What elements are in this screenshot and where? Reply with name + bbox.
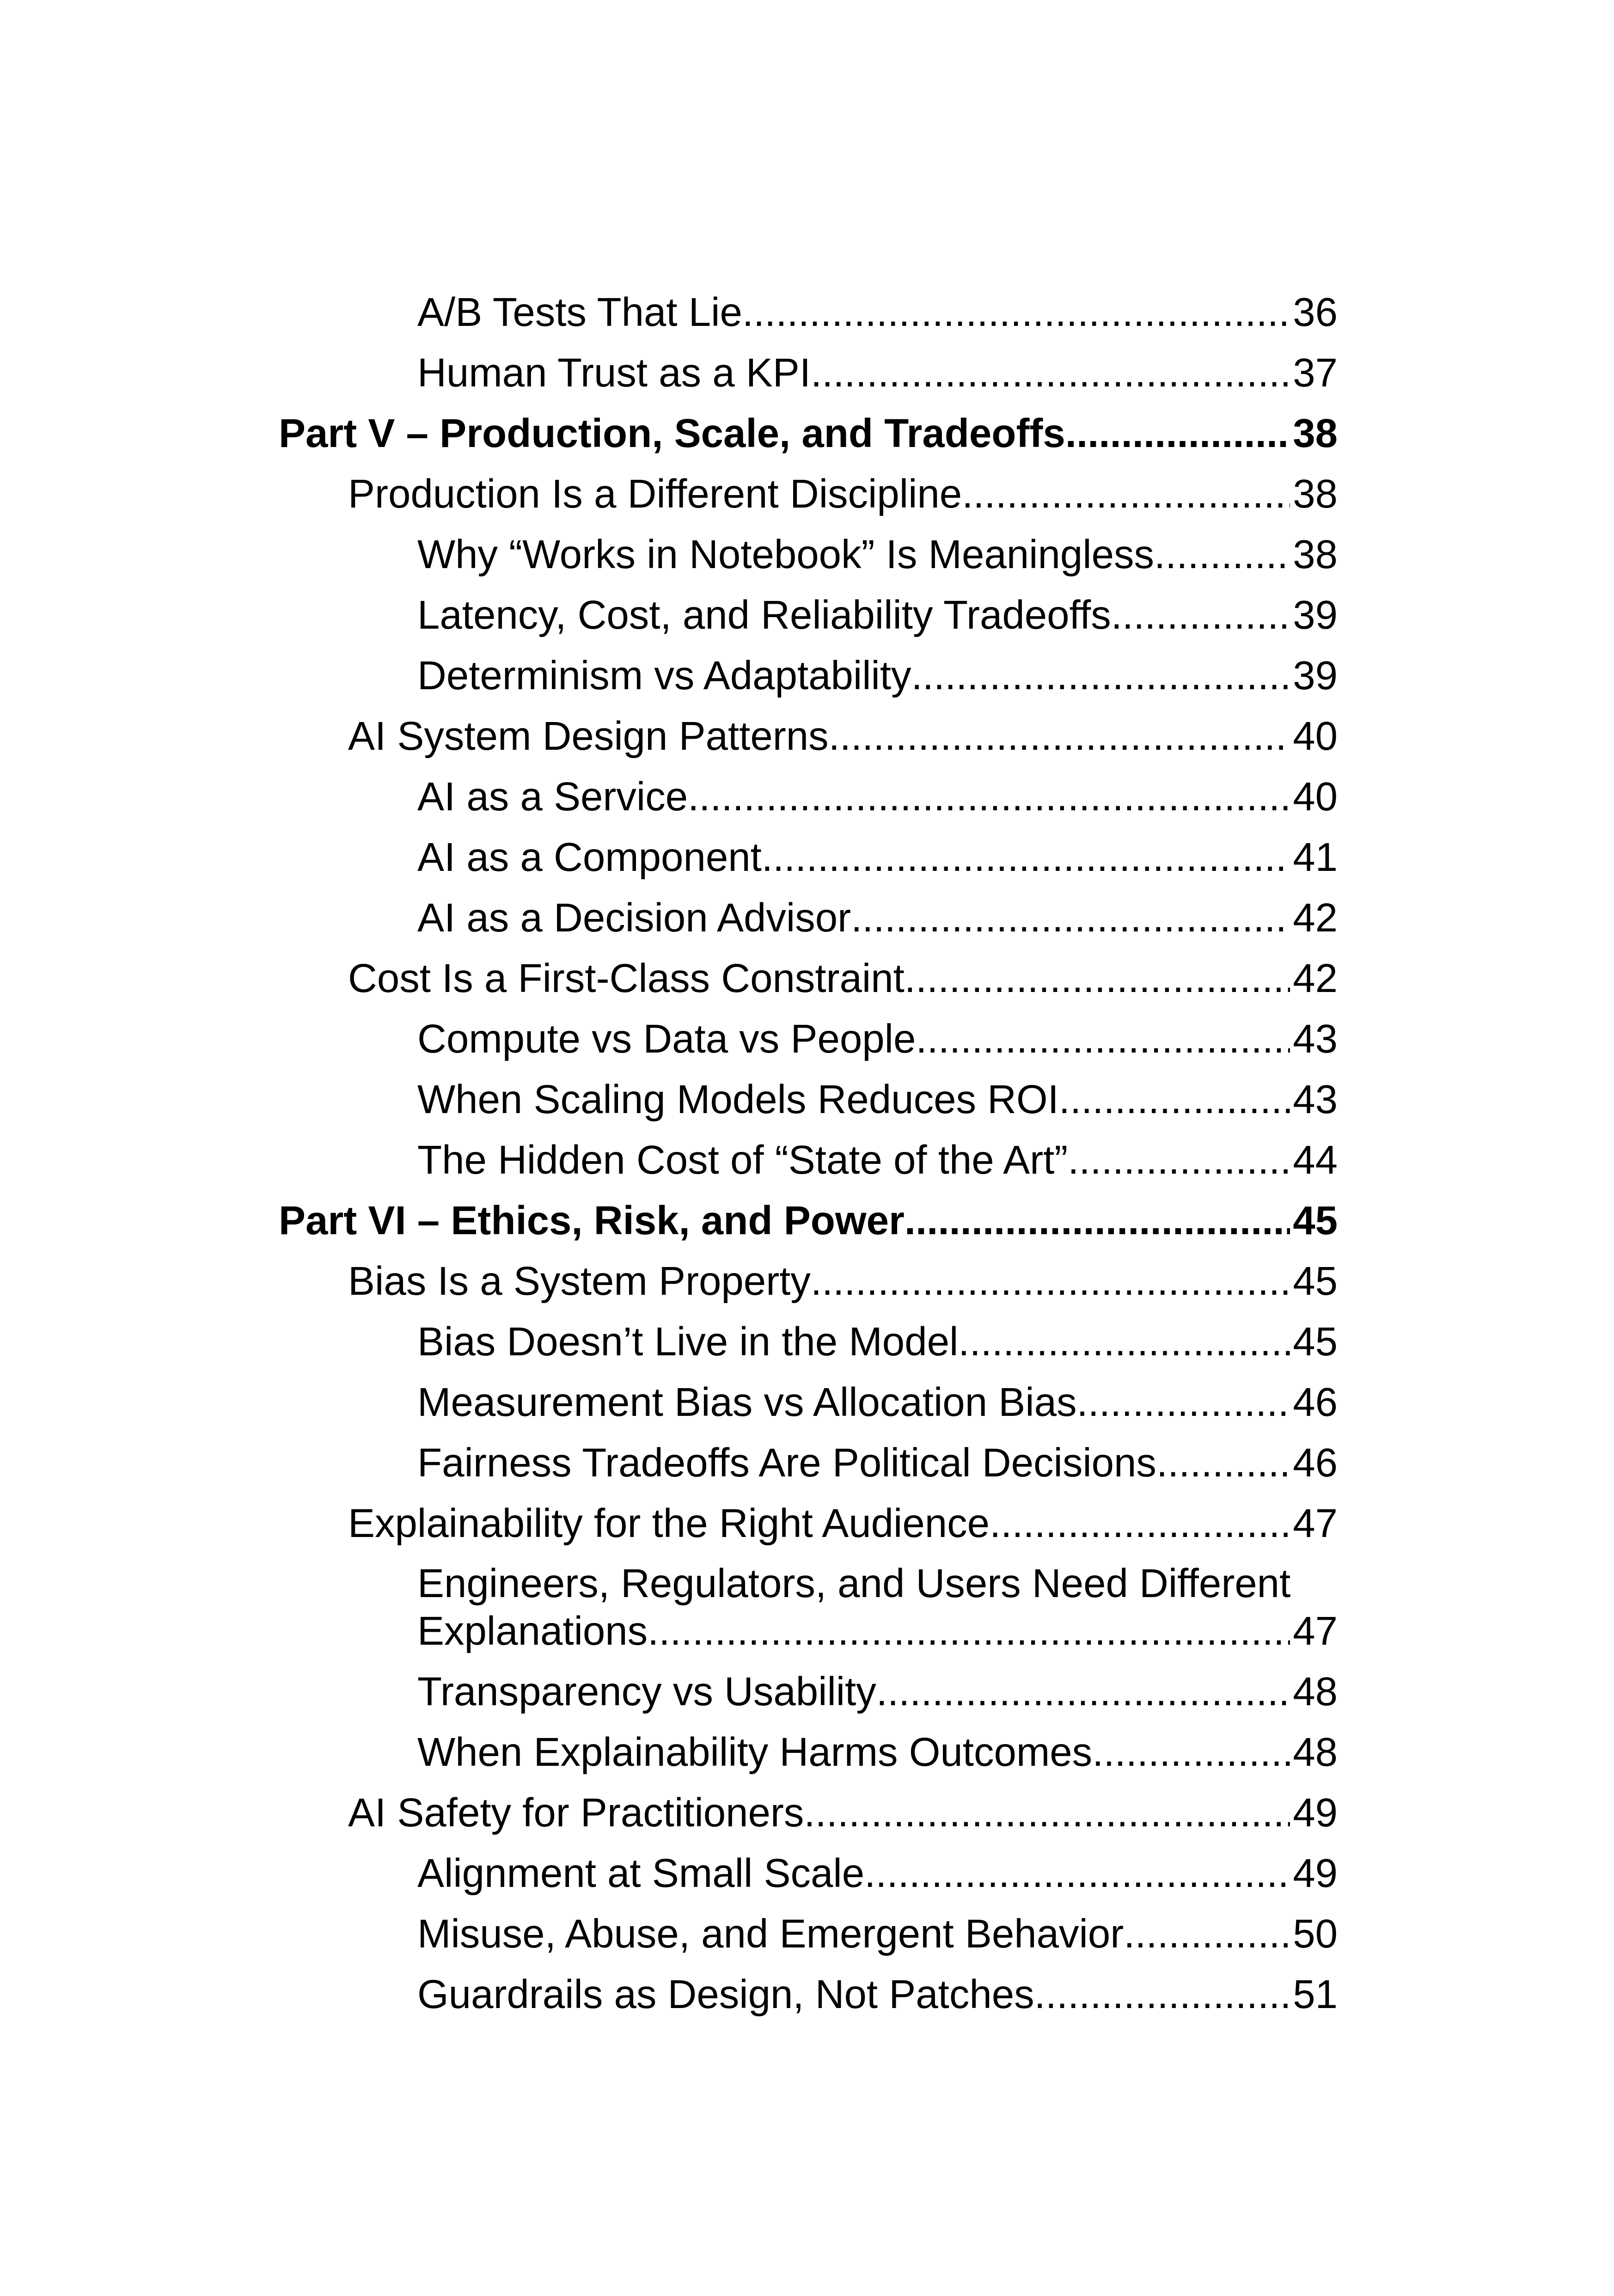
toc-entry-page: 48 <box>1293 1730 1338 1775</box>
dot-leader <box>1154 532 1290 578</box>
toc-entry <box>0 1314 1614 1374</box>
toc-entry-page: 45 <box>1293 1198 1338 1243</box>
toc-chapter <box>0 1495 1614 1556</box>
toc-entry-page: 45 <box>1293 1259 1338 1304</box>
toc-entry <box>0 345 1614 405</box>
toc-entry-page: 49 <box>1293 1790 1338 1835</box>
dot-leader <box>811 350 1290 396</box>
toc-entry-title: Fairness Tradeoffs Are Political Decisions <box>417 1440 1156 1485</box>
toc-entry-title: Guardrails as Design, Not Patches <box>417 1972 1034 2017</box>
dot-leader <box>804 1790 1290 1836</box>
toc-entry-page: 38 <box>1293 411 1338 456</box>
toc-entry-title: The Hidden Cost of “State of the Art” <box>417 1138 1068 1182</box>
toc-entry <box>0 1435 1614 1495</box>
toc-entry <box>0 1011 1614 1071</box>
toc-entry-title: Human Trust as a KPI <box>417 350 811 395</box>
toc-entry <box>0 1071 1614 1132</box>
toc-chapter <box>0 466 1614 527</box>
dot-leader <box>1111 592 1290 638</box>
dot-leader <box>1065 410 1290 457</box>
toc-entry-page: 49 <box>1293 1851 1338 1896</box>
dot-leader <box>864 1850 1290 1897</box>
toc-entry-title: Part VI – Ethics, Risk, and Power <box>279 1198 905 1243</box>
toc-entry <box>0 1845 1614 1906</box>
dot-leader <box>916 1016 1290 1062</box>
toc-part-heading <box>0 1193 1614 1253</box>
toc-entry-page: 44 <box>1293 1138 1338 1182</box>
dot-leader <box>829 713 1290 759</box>
dot-leader <box>990 1500 1290 1547</box>
toc-entry <box>0 1132 1614 1193</box>
toc-entry-title: Transparency vs Usability <box>417 1669 876 1714</box>
toc-entry-page: 48 <box>1293 1669 1338 1714</box>
toc-entry <box>0 527 1614 587</box>
dot-leader <box>911 653 1290 699</box>
toc-entry-page: 47 <box>1293 1609 1338 1653</box>
toc-entry <box>0 829 1614 890</box>
toc-entry-page: 39 <box>1293 653 1338 698</box>
toc-entry-title: When Scaling Models Reduces ROI <box>417 1077 1059 1122</box>
toc-entry-title: Latency, Cost, and Reliability Tradeoffs <box>417 593 1111 637</box>
toc-entry-page: 36 <box>1293 290 1338 335</box>
toc-entry-title: A/B Tests That Lie <box>417 290 742 335</box>
toc-entry-page: 46 <box>1293 1440 1338 1485</box>
toc-entry-title: Part V – Production, Scale, and Tradeoffs <box>279 411 1065 456</box>
toc-part-heading <box>0 405 1614 466</box>
toc-chapter <box>0 708 1614 769</box>
toc-entry-page: 43 <box>1293 1077 1338 1122</box>
dot-leader <box>1124 1911 1290 1957</box>
toc-entry-title: Misuse, Abuse, and Emergent Behavior <box>417 1911 1124 1956</box>
toc-entry <box>0 890 1614 950</box>
toc-entry-title: When Explainability Harms Outcomes <box>417 1730 1093 1775</box>
toc-entry <box>0 1664 1614 1724</box>
dot-leader <box>905 955 1290 1002</box>
toc-entry-page: 38 <box>1293 532 1338 577</box>
toc-entry-multiline <box>0 1556 1614 1664</box>
toc-entry-title: Determinism vs Adaptability <box>417 653 911 698</box>
toc-entry <box>0 1906 1614 1966</box>
toc-chapter <box>0 1785 1614 1845</box>
dot-leader <box>1034 1971 1290 2018</box>
toc-entry-page: 40 <box>1293 774 1338 819</box>
dot-leader <box>811 1258 1290 1304</box>
table-of-contents <box>0 284 1614 2027</box>
toc-entry-title: AI as a Component <box>417 835 762 880</box>
toc-entry-title: Compute vs Data vs People <box>417 1016 916 1061</box>
toc-entry-title: Why “Works in Notebook” Is Meaningless <box>417 532 1154 577</box>
toc-entry-page: 42 <box>1293 956 1338 1001</box>
dot-leader <box>1156 1440 1290 1486</box>
toc-entry-title: Explainability for the Right Audience <box>348 1501 990 1546</box>
dot-leader <box>762 834 1290 881</box>
dot-leader <box>1077 1379 1290 1426</box>
toc-entry-page: 46 <box>1293 1380 1338 1425</box>
toc-entry-page: 42 <box>1293 895 1338 940</box>
toc-entry-page: 39 <box>1293 593 1338 637</box>
toc-entry-page: 37 <box>1293 350 1338 395</box>
dot-leader <box>1059 1077 1290 1123</box>
toc-entry <box>0 284 1614 345</box>
toc-entry-title: AI as a Decision Advisor <box>417 895 851 940</box>
toc-entry <box>0 648 1614 708</box>
toc-entry <box>0 587 1614 648</box>
dot-leader <box>962 471 1290 517</box>
dot-leader <box>876 1669 1290 1715</box>
toc-entry-page: 51 <box>1293 1972 1338 2017</box>
toc-entry <box>0 769 1614 829</box>
dot-leader <box>958 1319 1290 1365</box>
dot-leader <box>851 895 1290 941</box>
toc-entry-title: Measurement Bias vs Allocation Bias <box>417 1380 1077 1425</box>
toc-entry <box>0 1724 1614 1785</box>
toc-entry-page: 45 <box>1293 1319 1338 1364</box>
toc-entry-page: 38 <box>1293 471 1338 516</box>
toc-entry-title-continued: Explanations <box>417 1609 648 1653</box>
dot-leader <box>905 1198 1290 1244</box>
toc-entry-title: Cost Is a First-Class Constraint <box>348 956 905 1001</box>
toc-entry-title: AI as a Service <box>417 774 688 819</box>
toc-entry-title: AI System Design Patterns <box>348 714 829 759</box>
dot-leader <box>648 1608 1290 1654</box>
dot-leader <box>1068 1137 1290 1183</box>
toc-entry-title: AI Safety for Practitioners <box>348 1790 804 1835</box>
toc-entry-title: Bias Is a System Property <box>348 1259 811 1304</box>
dot-leader <box>688 774 1290 820</box>
toc-entry <box>0 1374 1614 1435</box>
toc-entry <box>0 1966 1614 2027</box>
toc-entry-page: 50 <box>1293 1911 1338 1956</box>
toc-chapter <box>0 1253 1614 1314</box>
dot-leader <box>1092 1729 1290 1776</box>
toc-entry-page: 43 <box>1293 1016 1338 1061</box>
toc-entry-title: Alignment at Small Scale <box>417 1851 865 1896</box>
toc-entry-page: 41 <box>1293 835 1338 880</box>
dot-leader <box>742 289 1290 336</box>
toc-entry-title: Engineers, Regulators, and Users Need Different <box>417 1561 1291 1606</box>
toc-chapter <box>0 950 1614 1011</box>
toc-entry-title: Bias Doesn’t Live in the Model <box>417 1319 959 1364</box>
toc-entry-page: 40 <box>1293 714 1338 759</box>
toc-entry-title: Production Is a Different Discipline <box>348 471 962 516</box>
toc-entry-page: 47 <box>1293 1501 1338 1546</box>
